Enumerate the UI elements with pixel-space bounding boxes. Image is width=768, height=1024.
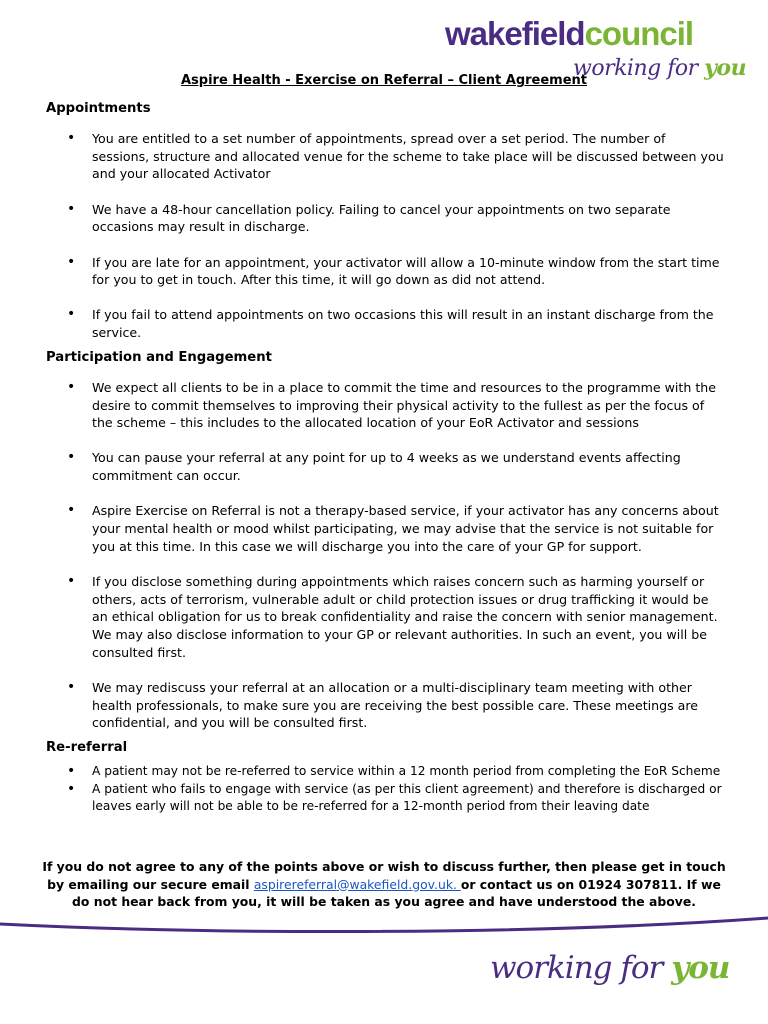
logo-brand-second: council (584, 15, 694, 52)
rereferral-list (46, 763, 726, 816)
email-link[interactable]: aspirereferral@wakefield.gov.uk. (253, 876, 461, 892)
document-title: Aspire Health - Exercise on Referral – Client Agreement (180, 73, 587, 88)
list-item: • Aspire Exercise on Referral is not a therapy-based service, if your activator has any concerns about your mental health or mood whilst participating, we may advise that the service is not suitable for you at this time. In this case we will discharge you into the care of your GP for support. (46, 502, 726, 555)
logo-wordmark (445, 14, 693, 54)
logo-tagline-second: you (704, 55, 747, 81)
logo-brand-first: wakefield (445, 15, 585, 52)
list-item: • A patient who fails to engage with service (as per this client agreement) and therefore is discharged or leaves early will not be able to be re-referred for a 12-month period from their leaving date (46, 781, 726, 816)
footer-tagline-second: you (671, 950, 730, 986)
list-item: • You can pause your referral at any point for up to 4 weeks as we understand events affecting commitment can occur. (46, 449, 726, 484)
list-item: • You are entitled to a set number of appointments, spread over a set period. The number of sessions, structure and allocated venue for the scheme to take place will be discussed between you and your allocated Activator (46, 130, 726, 183)
list-item: • We may rediscuss your referral at an allocation or a multi-disciplinary team meeting with other health professionals, to make sure you are receiving the best possible care. These meetings are confidential, and you will be consulted first. (46, 679, 726, 732)
contact-text-after: or contact us on 01924 307811. If we do not hear back from you, it will be taken as you agree and have understood the above. (72, 876, 721, 910)
list-item: • A patient may not be re-referred to service within a 12 month period from completing the EoR Scheme (46, 763, 726, 781)
list-item: • If you fail to attend appointments on two occasions this will result in an instant discharge from the service. (46, 306, 726, 341)
section-heading-appointments: Appointments (46, 101, 151, 116)
list-item: • We expect all clients to be in a place to commit the time and resources to the programme with the desire to commit themselves to improving their physical activity to the fullest as per the focus of the scheme – this includes to the allocated location of your EoR Activator and sessions (46, 379, 726, 432)
footer-tagline-first: working for (490, 950, 672, 986)
appointments-list (46, 130, 726, 342)
document-body (46, 100, 726, 816)
participation-list (46, 379, 726, 732)
logo-tagline-first: working for (573, 56, 705, 81)
list-item: • We have a 48-hour cancellation policy. Failing to cancel your appointments on two separate occasions may result in discharge. (46, 201, 726, 236)
footer-divider (0, 916, 768, 940)
footer-tagline (490, 946, 729, 990)
contact-statement (40, 858, 728, 911)
section-heading-rereferral: Re-referral (46, 740, 128, 756)
contact-text-before: If you do not agree to any of the points above or wish to discuss further, then please get in touch by emailing our secure email (42, 859, 726, 892)
list-item: • If you disclose something during appointments which raises concern such as harming yourself or others, acts of terrorism, vulnerable adult or child protection issues or drug trafficking it would be an ethical obligation for us to break confidentiality and raise the concern with senior management. We may also disclose information to your GP or relevant authorities. In such an event, you will be consulted first. (46, 573, 726, 662)
list-item: • If you are late for an appointment, your activator will allow a 10-minute window from the start time for you to get in touch. After this time, it will go down as did not attend. (46, 254, 726, 289)
divider-swoosh (0, 918, 768, 932)
section-heading-participation: Participation and Engagement (46, 349, 272, 365)
